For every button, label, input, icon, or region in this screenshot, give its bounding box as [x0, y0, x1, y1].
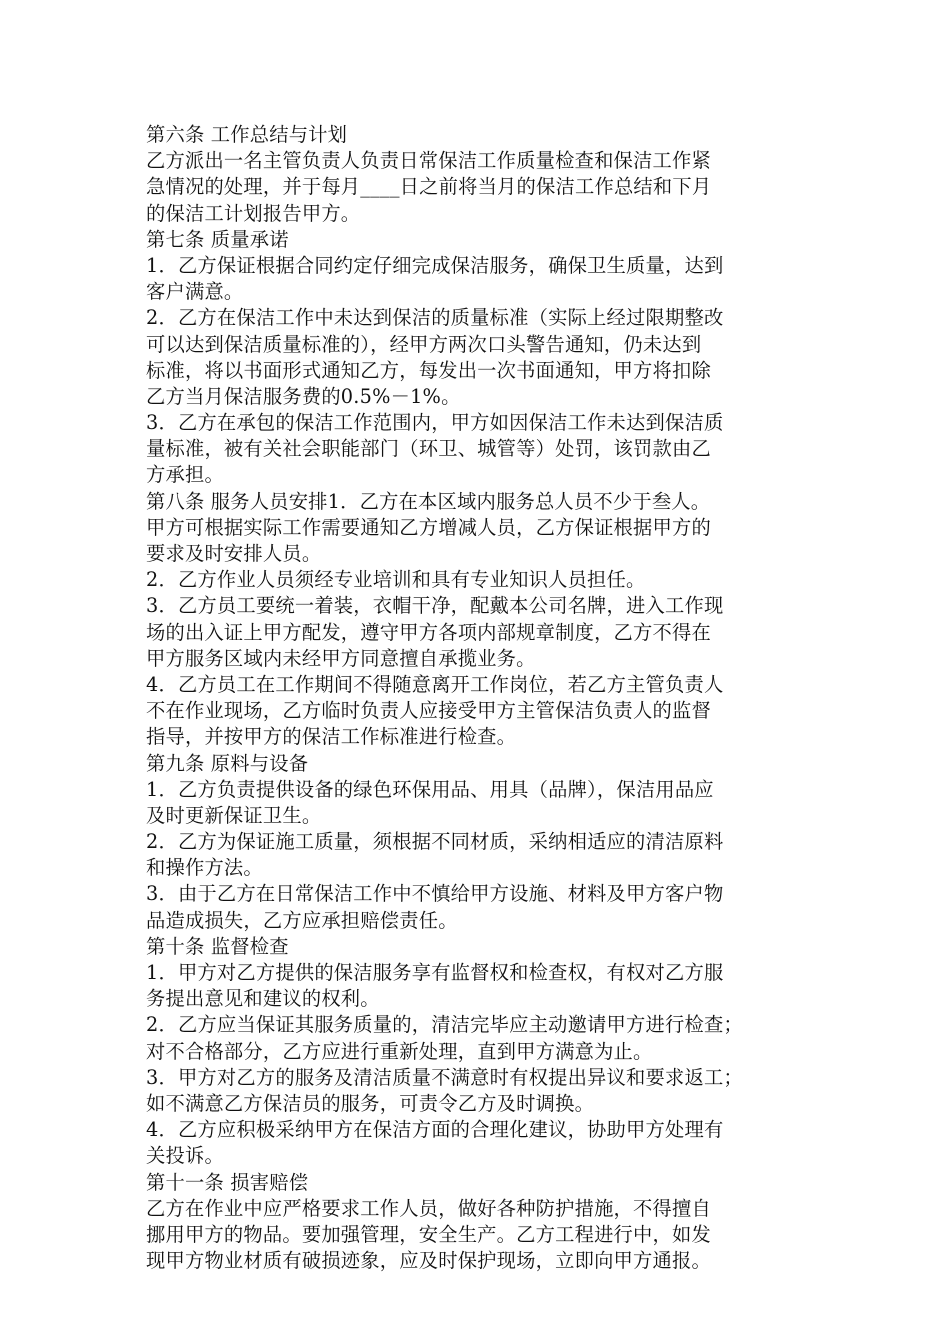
text-line: 3．甲方对乙方的服务及清洁质量不满意时有权提出异议和要求返工；: [146, 1065, 743, 1089]
text-line: 3．乙方员工要统一着装，衣帽干净，配戴本公司名牌，进入工作现: [146, 594, 724, 618]
text-line: 不在作业现场，乙方临时负责人应接受甲方主管保洁负责人的监督: [146, 699, 711, 723]
text-line: 指导，并按甲方的保洁工作标准进行检查。: [146, 725, 517, 749]
text-line: 场的出入证上甲方配发，遵守甲方各项内部规章制度，乙方不得在: [146, 620, 711, 644]
text-line: 挪用甲方的物品。要加强管理，安全生产。乙方工程进行中，如发: [146, 1222, 711, 1246]
text-line: 要求及时安排人员。: [146, 542, 322, 565]
text-line: 4．乙方员工在工作期间不得随意离开工作岗位，若乙方主管负责人: [146, 672, 724, 696]
text-line: 客户满意。: [146, 280, 244, 304]
section-heading: 第七条 质量承诺: [146, 227, 289, 251]
text-line: 的保洁工计划报告甲方。: [146, 201, 361, 225]
text-line: 可以达到保洁质量标准的），经甲方两次口头警告通知，仍未达到: [146, 332, 702, 356]
text-line: 1．乙方负责提供设备的绿色环保用品、用具（品牌），保洁用品应: [146, 777, 714, 801]
document-page: [146, 122, 816, 1274]
text-line: 2．乙方作业人员须经专业培训和具有专业知识人员担任。: [146, 568, 646, 592]
text-line: 乙方派出一名主管负责人负责日常保洁工作质量检查和保洁工作紧: [146, 149, 711, 173]
text-line: 2．乙方在保洁工作中未达到保洁的质量标准（实际上经过限期整改: [146, 306, 724, 330]
text-line: 甲方服务区域内未经甲方同意擅自承揽业务。: [146, 646, 536, 670]
text-line: 乙方在作业中应严格要求工作人员，做好各种防护措施，不得擅自: [146, 1196, 711, 1220]
text-line: 2．乙方为保证施工质量，须根据不同材质，采纳相适应的清洁原料: [146, 830, 724, 854]
text-line: 对不合格部分，乙方应进行重新处理，直到甲方满意为止。: [146, 1039, 653, 1063]
section-heading: 第十一条 损害赔偿: [146, 1170, 309, 1194]
text-line: 及时更新保证卫生。: [146, 803, 322, 827]
text-line: 急情况的处理，并于每月____日之前将当月的保洁工作总结和下月: [146, 175, 712, 199]
text-line: 品造成损失，乙方应承担赔偿责任。: [146, 908, 458, 932]
text-line: 关投诉。: [146, 1144, 224, 1168]
text-line: 和操作方法。: [146, 856, 263, 880]
text-line: 务提出意见和建议的权利。: [146, 987, 380, 1011]
section-heading: 第九条 原料与设备: [146, 751, 309, 775]
text-line: 2．乙方应当保证其服务质量的，清洁完毕应主动邀请甲方进行检查；: [146, 1013, 743, 1037]
section-heading: 第八条 服务人员安排1．乙方在本区域内服务总人员不少于叁人。: [146, 489, 711, 513]
text-line: 3．乙方在承包的保洁工作范围内，甲方如因保洁工作未达到保洁质: [146, 411, 724, 435]
text-line: 乙方当月保洁服务费的0.5%－1%。: [146, 384, 461, 408]
text-line: 现甲方物业材质有破损迹象，应及时保护现场，立即向甲方通报。: [146, 1249, 711, 1273]
text-line: 3．由于乙方在日常保洁工作中不慎给甲方设施、材料及甲方客户物: [146, 882, 724, 906]
text-line: 方承担。: [146, 463, 224, 487]
text-line: 1．甲方对乙方提供的保洁服务享有监督权和检查权，有权对乙方服: [146, 961, 724, 984]
text-line: 如不满意乙方保洁员的服务，可责令乙方及时调换。: [146, 1091, 595, 1115]
text-line: 1．乙方保证根据合同约定仔细完成保洁服务，确保卫生质量，达到: [146, 253, 724, 277]
text-line: 标准，将以书面形式通知乙方，每发出一次书面通知，甲方将扣除: [146, 358, 711, 382]
text-line: 甲方可根据实际工作需要通知乙方增减人员，乙方保证根据甲方的: [146, 515, 711, 539]
text-line: 4．乙方应积极采纳甲方在保洁方面的合理化建议，协助甲方处理有: [146, 1118, 724, 1142]
section-heading: 第十条 监督检查: [146, 934, 289, 958]
section-heading: 第六条 工作总结与计划: [146, 123, 348, 146]
text-line: 量标准，被有关社会职能部门（环卫、城管等）处罚，该罚款由乙: [146, 437, 711, 461]
